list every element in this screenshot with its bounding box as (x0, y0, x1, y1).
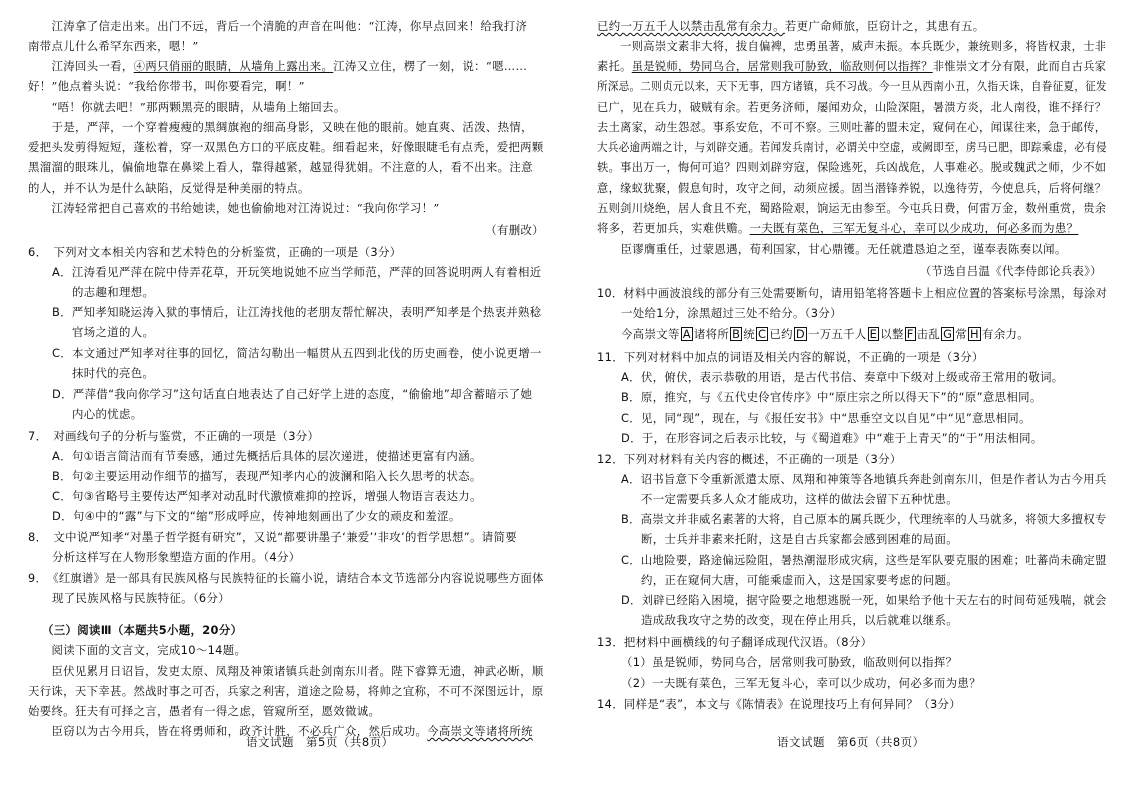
q6-option-c-cont: 抹时代的亮色。 (72, 366, 155, 380)
classical-line: 大兵必逾两端之计，与刘辟交通。若闻发兵南讨，必谓关中空虚，或阙即至，虏马已肥，即踪乘虚，必有侵 (597, 140, 1107, 154)
q14-stem: 14．同样是“表”，本文与《陈情表》在说理技巧上有何异同？（3分） (597, 697, 962, 711)
q6-option-b: B．严知孝知晓运涛入狱的事情后，让江涛找他的老朋友帮忙解决，表明严知孝是个热衷并熟稔 (52, 305, 542, 319)
underlined-sentence-2: 一夫既有菜色，三军无复斗心，幸可以少成功，何必多而为患？ (749, 221, 1079, 235)
classical-line: 意，缘蚁犹聚，假息旬时，攻守之间，动须应援。固当潜锋养锐，以逸待劳，今使息兵，后将何继？ (597, 181, 1107, 195)
q10-sequence: 今高崇文等 A 诸将所 B 统 C 已约 D 一万五千人 E 以整 F 击乱 G 常 H 有余力。 (621, 327, 1029, 341)
story-line: 江涛拿了信走出来。出门不远，背后一个清脆的声音在叫他：“江涛，你早点回来！给我打济 (28, 19, 528, 33)
story-line: 爱把头发剪得短短，蓬松着，穿一双黑色方口的平底皮鞋。细看起来，好像眼睫毛有点秃，爱把两颗 (28, 140, 544, 154)
q6-option-c: C．本文通过严知孝对往事的回忆，简洁勾勒出一幅贯从五四到北伐的历史画卷，使小说更增一 (52, 346, 542, 360)
section-3-intro: 阅读下面的文言文，完成10～14题。 (28, 643, 247, 657)
classical-line: 将多，若更加兵，实难供赡。一夫既有菜色，三军无复斗心，幸可以少成功，何必多而为患？ (597, 221, 1079, 235)
passage-source: （节选自吕温《代李侍郎论兵表》） (919, 264, 1102, 278)
page-footer-6: 语文试题 第6页（共8页） (777, 735, 925, 749)
q10-stem: 10．材料中画波浪线的部分有三处需要断句，请用铅笔将答题卡上相应位置的答案标号涂黑，每涂对 (597, 286, 1107, 300)
q11-option-a: A．伏，俯伏，表示恭敬的用语，是古代书信、奏章中下级对上级或帝王常用的敬词。 (621, 370, 1064, 384)
classical-line: 一则高崇文素非大将，拔自偏裨，忠勇虽著，威声未振。本兵既少，兼统则多，将皆权隶，士非 (597, 39, 1107, 53)
q6-option-b-cont: 官场之道的人。 (72, 325, 155, 339)
q13-stem: 13．把材料中画横线的句子翻译成现代汉语。（8分） (597, 635, 873, 649)
classical-line: 天行诛，天下幸甚。然战时事之可否，兵家之利害，道途之险易，将帅之宜称，不可不深图远计，原 (28, 684, 544, 698)
classical-line: 始要终。狂夫有可择之言，愚者有一得之虑，管窥所至，愿效微诚。 (28, 704, 381, 718)
break-option-h[interactable]: H (970, 327, 979, 341)
wavy-underline-segment: 已约一万五千人以禁击乱常有余力。 (597, 19, 785, 33)
underlined-sentence-4: ④两只俏丽的眼睛，从墙角上露出来。 (133, 59, 334, 73)
right-page (597, 0, 1107, 800)
break-option-f[interactable]: F (906, 327, 914, 341)
wavy-underline-segment: 今高崇文等诸将所统 (427, 724, 533, 738)
q13-sentence-2: （2）一夫既有菜色，三军无复斗心，幸可以少成功，何必多而为患？ (621, 676, 981, 690)
break-option-e[interactable]: E (869, 327, 878, 341)
left-page (28, 0, 544, 800)
q9-stem: 9． 《红旗谱》是一部具有民族风格与民族特征的长篇小说，请结合本文节选部分内容说说哪些方面体 (28, 571, 544, 585)
q11-option-c: C．见，同“现”，现在，与《报任安书》中“思垂空文以自见”中“见”意思相同。 (621, 411, 1031, 425)
q12-option-a: A．诏书旨意下令重新派遣太原、凤翔和神策等各地镇兵奔赴剑南东川，但是作者认为古今用兵 (621, 472, 1107, 486)
q12-option-d: D．刘辟已经陷入困境，据守险要之地想逃脱一死，如果给予他十天左右的时间苟延残喘，就会 (621, 593, 1107, 607)
story-line: 于是，严萍，一个穿着瘦瘦的黑绸旗袍的细高身影，又映在他的眼前。她直爽、活泼、热情， (28, 120, 533, 134)
break-option-c[interactable]: C (758, 327, 767, 341)
q12-option-a-cont: 不一定需要兵多人众才能成功，这样的做法会留下五种忧患。 (641, 492, 958, 506)
break-option-b[interactable]: B (732, 327, 741, 341)
q11-stem: 11．下列对材料中加点的词语及相关内容的解说，不正确的一项是（3分） (597, 350, 984, 364)
q7-option-a: A．句①语言简洁而有节奏感，通过先概括后具体的层次递进，使描述更富有内涵。 (52, 449, 482, 463)
q7-option-d: D．句④中的“露”与下文的“缩”形成呼应，传神地刻画出了少女的顽皮和羞涩。 (52, 509, 461, 523)
story-line: 黑溜溜的眼珠儿，偏偷地靠在鼻梁上看人，靠得越紧，越显得犹娟。不注意的人，看不出来。注意 (28, 160, 533, 174)
q12-option-c-cont: 约，正在窥伺大唐，可能乘虚而入，这是国家要考虑的问题。 (641, 573, 958, 587)
story-source: （有删改） (485, 223, 544, 237)
q6-option-d: D．严萍借“我向你学习”这句话直白地表达了自己好学上进的态度，“偷偷地”却含蓄暗示了她 (52, 387, 533, 401)
classical-line: 臣伏见累月日诏旨，发吏太原、凤翔及神策诸镇兵赴剑南东川者。陛下睿算无遗，神武必断，顺 (28, 664, 544, 678)
classical-line: 已广，见在兵力，破贼有余。若更务济师，屡闻劝众，山险深阻，暑溃方炎，北人南役，谁不择行？ (597, 100, 1107, 114)
break-option-g[interactable]: G (943, 327, 953, 341)
story-line: 的人，并不认为是什么缺陷，反觉得是种美丽的特点。 (28, 181, 310, 195)
q6-stem: 6． 下列对文本相关内容和艺术特色的分析鉴赏，正确的一项是（3分） (28, 245, 402, 259)
break-option-a[interactable]: A (682, 327, 691, 341)
q6-option-a: A．江涛看见严萍在院中侍弄花草，开玩笑地说她不应当学师范，严萍的回答说明两人有着相近 (52, 265, 542, 279)
classical-line: 素托。虽是锐师，势同乌合，居常则我可胁致，临敌则何以指挥？非惟崇文才分有限，此而自古兵家 (597, 59, 1107, 73)
classical-line: 臣谬膺重任，过蒙恩遇，荀利国家，甘心鼎镬。无任就遣恳迫之至，谨奉表陈奏以闻。 (597, 242, 1067, 256)
break-option-d[interactable]: D (795, 327, 805, 341)
classical-line: 五则剑川烧绝，居人食且不充，蜀路险艰，饷运无由参至。今屯兵日费，何雷万金，数州重赏，贵余 (597, 201, 1107, 215)
q12-option-b: B．高崇文并非威名素著的大将，自己原本的属兵既少，代理统率的人马就多，将领大多擅权专 (621, 512, 1107, 526)
q10-stem-cont: 一处给1分，涂黑超过三处不给分。（3分） (621, 306, 842, 320)
story-line: 江涛回头一看，④两只俏丽的眼睛，从墙角上露出来。江涛又立住，楞了一刻，说：“嗯…… (28, 59, 528, 73)
q6-option-d-cont: 内心的忧虑。 (72, 407, 143, 421)
q12-stem: 12．下列对材料有关内容的概述，不正确的一项是（3分） (597, 452, 902, 466)
story-line: 南带点儿什么希罕东西来，嗯！” (28, 39, 199, 53)
underlined-sentence-1: 虽是锐师，势同乌合，居常则我可胁致，临敌则何以指挥？ (631, 59, 933, 73)
q8-stem-cont: 分析这样写在人物形象塑造方面的作用。（4分） (52, 550, 301, 564)
q12-option-d-cont: 造成敌我攻守之势的改变，现在停止用兵，以后就难以继系。 (641, 613, 958, 627)
q11-option-d: D．于，在形容词之后表示比较，与《蜀道难》中“难于上青天”的“于”用法相同。 (621, 431, 1043, 445)
q11-option-b: B．原，推究，与《五代史伶官传序》中“原庄宗之所以得天下”的“原”意思相同。 (621, 390, 1042, 404)
q7-option-b: B．句②主要运用动作细节的描写，表现严知孝内心的波澜和陷入长久思考的状态。 (52, 469, 482, 483)
q13-sentence-1: （1）虽是锐师，势同乌合，居常则我可胁致，临敌则何以指挥？ (621, 655, 958, 669)
story-line: “唔！你就去吧！”那两颗黑亮的眼睛，从墙角上缩回去。 (28, 100, 346, 114)
classical-line: 臣窃以为古今用兵，皆在将勇师和，政齐计胜，不必兵广众，然后成功。今高崇文等诸将所统 (28, 724, 533, 738)
story-line: 江涛轻常把自己喜欢的书给她读，她也偷偷地对江涛说过：“我向你学习！” (28, 201, 440, 215)
q6-option-a-cont: 的志趣和理想。 (72, 285, 155, 299)
classical-line: 已约一万五千人以禁击乱常有余力。若更广命师旅，臣窃计之，其患有五。 (597, 19, 985, 33)
q7-stem: 7． 对画线句子的分析与鉴赏，不正确的一项是（3分） (28, 429, 320, 443)
q7-option-c: C．句③省略号主要传达严知孝对动乱时代激愤难抑的控诉，增强人物语言表达力。 (52, 489, 482, 503)
classical-line: 所深忌。二则贞元以来，天下无事，四方诸镇，兵不习战。今一旦从西南小丑，久指天诛，自眷征夏，征发 (597, 79, 1107, 93)
q9-stem-cont: 现了民族风格与民族特征。（6分） (52, 591, 231, 605)
classical-line: 轶。事出万一，悔何可追？四则刘辟穷寇，保险逃死，兵凶战危，人事难必。脱或魏武之师，少不如 (597, 160, 1107, 174)
section-3-heading: （三）阅读Ⅲ（本题共5小题，20分） (42, 623, 243, 637)
page-footer-5: 语文试题 第5页（共8页） (246, 735, 394, 749)
q12-option-c: C．山地险要，路途偏远险阻，暑热潮湿形成灾病，这些是军队要克服的困难；吐蕃尚未确定盟 (621, 553, 1107, 567)
story-line: 好！”他点着头说：“我给你带书，叫你要看完，啊！” (28, 79, 305, 93)
q12-option-b-cont: 断，士兵并非素来托附，这是自古兵家都会感到困难的局面。 (641, 532, 958, 546)
classical-line: 去土离家，动生怨怼。事系安危，不可不察。三则吐蕃的盟未定，窥伺在心，闻谋往来，急于邮传， (597, 120, 1107, 134)
q8-stem: 8． 文中说严知孝“对墨子哲学挺有研究”，又说“都要讲墨子‘兼爱’‘非攻’的哲学思想”。请简要 (28, 530, 517, 544)
